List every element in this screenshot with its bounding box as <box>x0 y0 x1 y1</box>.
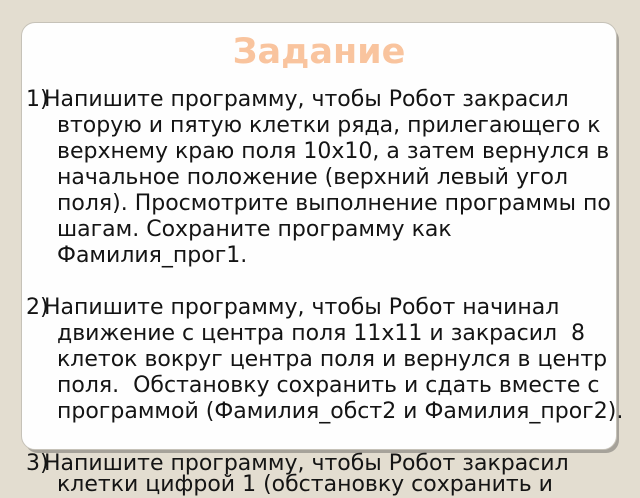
text-line: клеток вокруг центра поля и вернулся в центр <box>57 347 608 372</box>
text-line: начальное положение (верхний левый угол <box>57 165 569 190</box>
list-number: 3) <box>26 451 49 476</box>
text-line: движение с центра поля 11х11 и закрасил 8 <box>57 321 586 346</box>
text-line: Напишите программу, чтобы Робот начинал <box>44 295 560 320</box>
list-number: 1) <box>26 87 49 112</box>
list-number: 2) <box>26 295 49 320</box>
text-line: вторую и пятую клетки ряда, прилегающего к <box>57 113 601 138</box>
text-line: Напишите программу, чтобы Робот закрасил <box>44 451 569 476</box>
text-line: верхнему краю поля 10х10, а затем вернулся в <box>57 139 610 164</box>
text-line: Фамилия_прог1. <box>57 243 248 268</box>
text-line: Напишите программу, чтобы Робот закрасил <box>44 87 569 112</box>
slide-title: Задание <box>232 32 406 72</box>
text-line: программой (Фамилия_обст2 и Фамилия_прог2). <box>57 399 624 424</box>
text-line: поля. Обстановку сохранить и сдать вместе с <box>57 373 600 398</box>
text-line: клетки цифрой 1 (обстановку сохранить и <box>57 472 553 497</box>
text-line: поля). Просмотрите выполнение программы по <box>57 191 611 216</box>
text-line: шагам. Сохраните программу как <box>57 217 452 242</box>
